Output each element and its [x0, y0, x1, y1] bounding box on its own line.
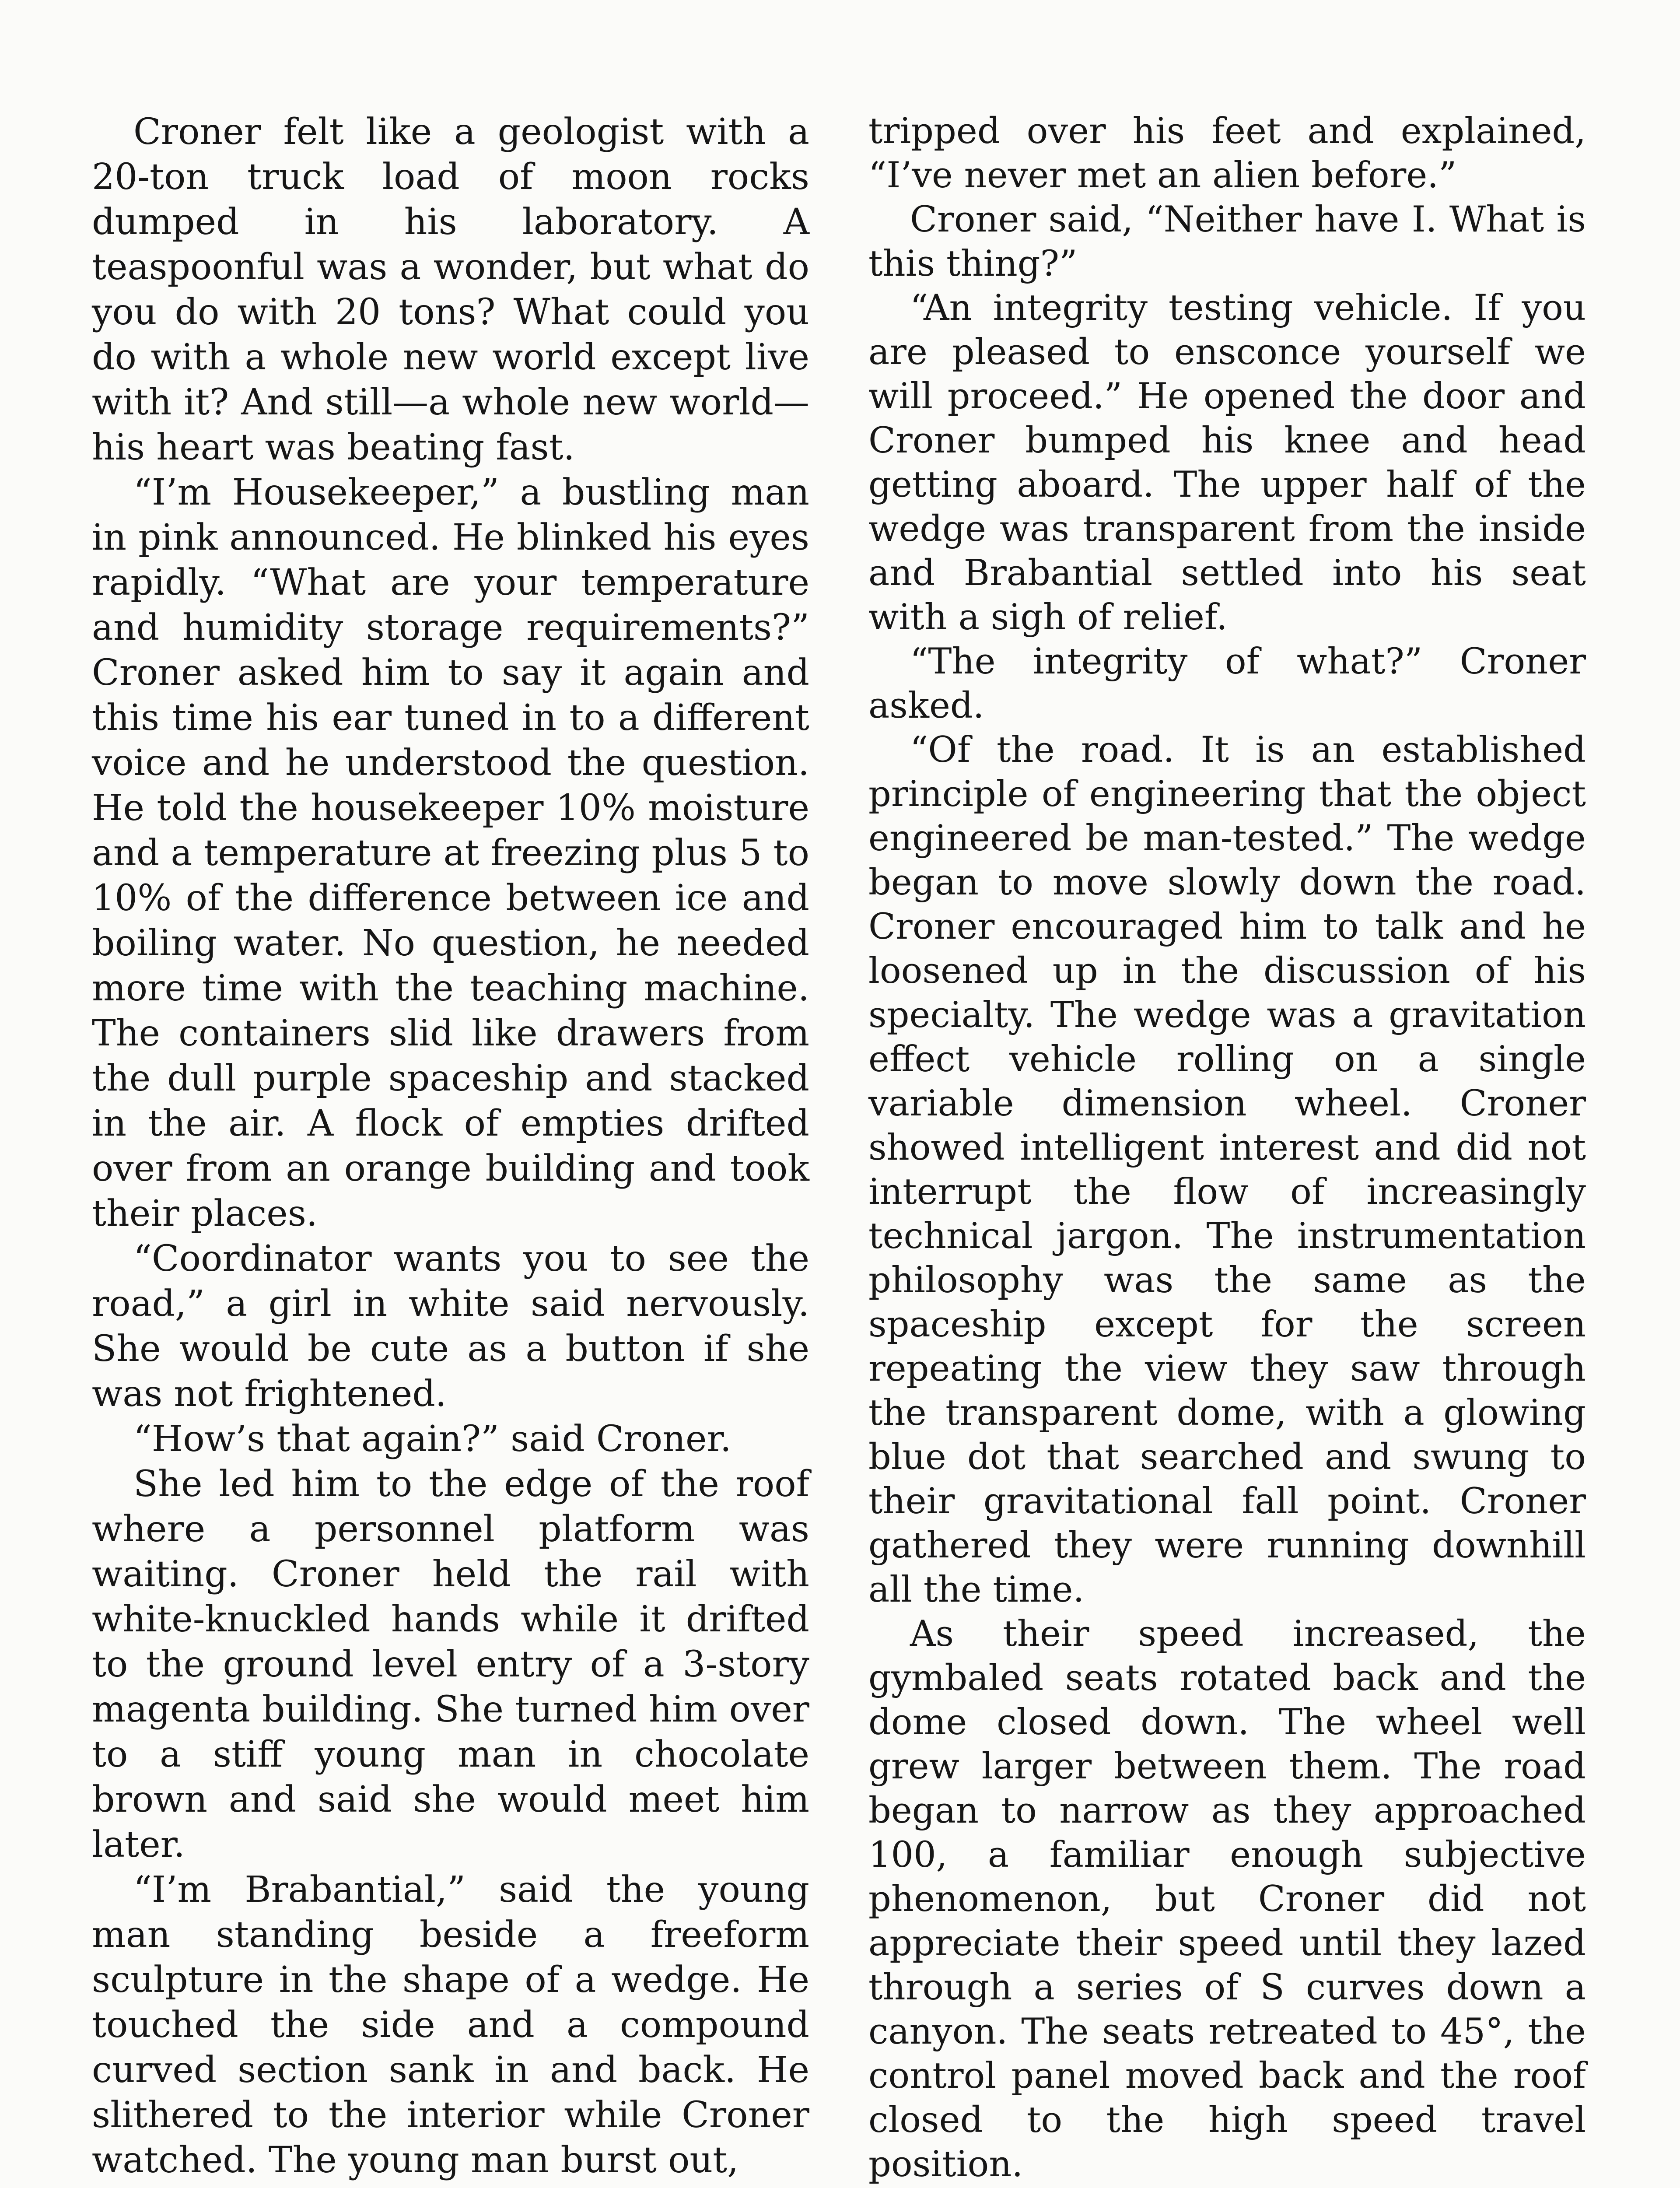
- paragraph: Croner said, “Neither have I. What is this thing?”: [868, 199, 1586, 284]
- paragraph: “An integrity testing vehicle. If you are pleased to ensconce yourself we will proceed.” He opened the door and Croner bumped his knee and head getting aboard. The upper half of the wedge was transparent from the inside and Brabantial settled into his seat with a sigh of relief.: [868, 288, 1586, 638]
- paragraph: “I’m Housekeeper,” a bustling man in pink announced. He blinked his eyes rapidly. “What are your temperature and humidity storage requirements?” Croner asked him to say it again and this time his ear tuned in to a different voice and he understood the question. He told the housekeeper 10% moisture and a temperature at freezing plus 5 to 10% of the difference between ice and boiling water. No question, he needed more time with the teaching machine. The containers slid like drawers from the dull purple spaceship and stacked in the air. A flock of empties drifted over from an orange building and took their places.: [92, 472, 809, 1234]
- paragraph: “How’s that again?” said Croner.: [133, 1418, 732, 1460]
- paragraph: “Of the road. It is an established principle of engineering that the object engineered be man-tested.” The wedge began to move slowly down the road. Croner encouraged him to talk and he loosened up in the discussion of his specialty. The wedge was a gravitation effect vehicle rolling on a single variable dimension wheel. Croner showed intelligent interest and did not interrupt the flow of increasingly technical jargon. The instrumentation philosophy was the same as the spaceship except for the screen repeating the view they saw through the transparent dome, with a glowing blue dot that searched and swung to their gravitational fall point. Croner gathered they were running downhill all the time.: [868, 729, 1586, 1610]
- text-column-left: [92, 109, 809, 2183]
- paragraph: She led him to the edge of the roof where a personnel platform was waiting. Croner held the rail with white-knuckled hands while it drifted to the ground level entry of a 3-story magenta building. She turned him over to a stiff young man in chocolate brown and said she would meet him later.: [92, 1463, 809, 1865]
- paragraph: “I’m Brabantial,” said the young man standing beside a freeform sculpture in the shape of a wedge. He touched the side and a compound curved section sank in and back. He slithered to the interior while Croner watched. The young man burst out,: [92, 1869, 809, 2181]
- paragraph-continued: tripped over his feet and explained, “I’ve never met an alien before.”: [868, 111, 1586, 196]
- paragraph: “The integrity of what?” Croner asked.: [868, 641, 1586, 726]
- paragraph: “Coordinator wants you to see the road,” a girl in white said nervously. She would be cute as a button if she was not frightened.: [92, 1238, 809, 1415]
- paragraph: As their speed increased, the gymbaled seats rotated back and the dome closed down. The wheel well grew larger between them. The road began to narrow as they approached 100, a familiar enough subjective phenomenon, but Croner did not appreciate their speed until they lazed through a series of S curves down a canyon. The seats retreated to 45°, the control panel moved back and the roof closed to the high speed travel position.: [868, 1613, 1586, 2185]
- paragraph: Croner felt like a geologist with a 20-ton truck load of moon rocks dumped in his laboratory. A teaspoonful was a wonder, but what do you do with 20 tons? What could you do with a whole new world except live with it? And still—a whole new world—his heart was beating fast.: [92, 111, 809, 468]
- text-column-right: [868, 109, 1586, 2187]
